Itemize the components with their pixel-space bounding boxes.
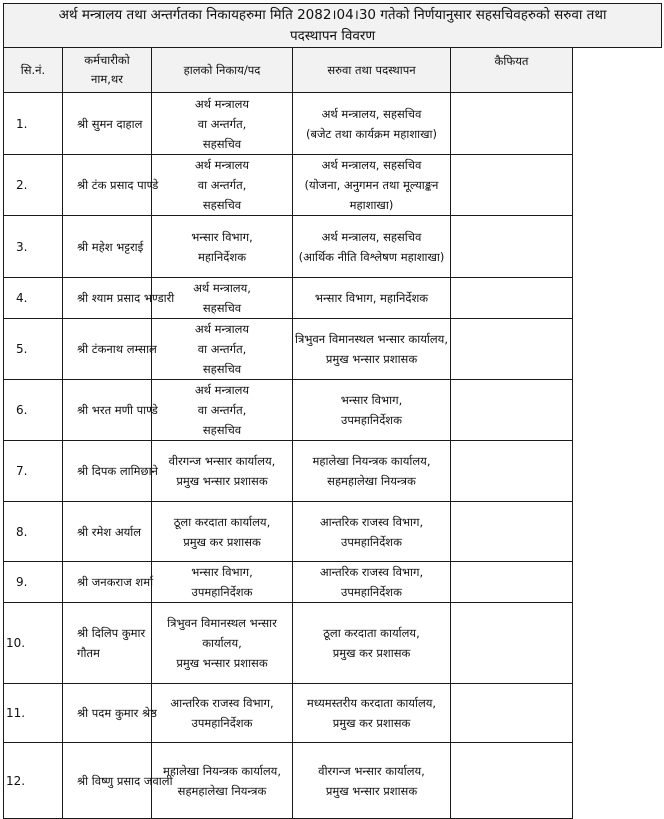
current-post-line: प्रमुख भन्सार प्रशासक [176, 656, 268, 670]
employee-name-line: श्री महेश भट्टराई [77, 239, 144, 254]
transfer-post-line: अर्थ मन्त्रालय, सहसचिव [321, 106, 422, 121]
transfer-post-line: महाशाखा) [349, 198, 394, 212]
transfer-post-line: मध्यमस्तरीय करदाता कार्यालय, [306, 696, 437, 710]
current-post-line: उपमहानिर्देशक [191, 716, 253, 730]
table-row [4, 380, 662, 441]
header-remarks: कैफियत [451, 48, 573, 93]
remarks-cell [451, 319, 573, 380]
employee-name-cell [63, 380, 158, 441]
serial-number-cell: 1. [4, 93, 63, 155]
transfer-post-cell [293, 216, 451, 278]
current-post-line: त्रिभुवन विमानस्थल भन्सार [167, 616, 277, 630]
header-name [63, 48, 152, 93]
transfer-post-line: प्रमुख कर प्रशासक [332, 716, 411, 730]
transfer-post-cell [293, 603, 451, 684]
table-row [4, 441, 662, 502]
current-post-line: सहसचिव [202, 136, 242, 151]
employee-name-line: गौतम [77, 646, 100, 660]
current-post-line: कार्यालय, [202, 636, 242, 650]
current-post-line: वा अन्तर्गत, [197, 403, 247, 417]
employee-name-line: श्री रमेश अर्याल [77, 524, 142, 539]
employee-name-cell [63, 216, 152, 278]
table-row [4, 319, 662, 380]
transfer-post-line: अर्थ मन्त्रालय, सहसचिव [321, 229, 422, 244]
employee-name-cell [63, 562, 152, 603]
current-post-line: वीरगन्ज भन्सार कार्यालय, [168, 454, 276, 468]
table-row [4, 603, 662, 684]
current-post-cell [152, 319, 293, 380]
remarks-cell [451, 278, 573, 319]
transfer-post-cell [293, 93, 451, 155]
transfer-post-line: (बजेट तथा कार्यक्रम महाशाखा) [305, 126, 438, 141]
transfer-post-cell [293, 380, 451, 441]
table-row [4, 684, 662, 743]
transfer-post-line: प्रमुख भन्सार प्रशासक [325, 352, 418, 366]
employee-name-cell [63, 603, 152, 684]
current-post-line: सहसचिव [202, 423, 242, 437]
employee-name-line: श्री दिपक लामिछाने [77, 464, 158, 478]
serial-number-cell: 9. [4, 562, 63, 603]
employee-name-line: श्री श्याम प्रसाद भण्डारी [77, 291, 175, 305]
remarks-cell [451, 216, 573, 278]
current-post-cell [152, 380, 293, 441]
transfer-post-line: आन्तरिक राजस्व विभाग, [319, 565, 424, 579]
table-row [4, 562, 662, 603]
current-post-line: उपमहानिर्देशक [191, 585, 253, 599]
current-post-line: वा अन्तर्गत, [197, 116, 247, 131]
current-post-cell [152, 603, 293, 684]
current-post-line: अर्थ मन्त्रालय [194, 322, 250, 336]
serial-number-cell: 10. [4, 603, 63, 684]
employee-name-cell [63, 441, 158, 502]
transfer-post-cell [293, 155, 451, 216]
transfer-post-line: वीरगन्ज भन्सार कार्यालय, [318, 763, 425, 778]
table-row [4, 743, 662, 819]
remarks-cell [451, 441, 573, 502]
current-post-line: सहमहालेखा नियन्त्रक [177, 783, 267, 798]
current-post-cell [152, 441, 293, 502]
employee-name-cell [63, 743, 173, 819]
serial-number-cell: 11. [4, 684, 63, 743]
transfer-post-cell [293, 278, 451, 319]
current-post-line: प्रमुख कर प्रशासक [183, 534, 261, 549]
transfer-post-cell [293, 562, 451, 603]
current-post-line: प्रमुख भन्सार प्रशासक [176, 474, 268, 488]
current-post-cell [152, 93, 293, 155]
transfer-post-line: आन्तरिक राजस्व विभाग, [319, 514, 424, 529]
table-row [4, 502, 662, 562]
employee-name-cell [63, 278, 175, 319]
transfer-table [3, 3, 662, 819]
transfer-post-line: अर्थ मन्त्रालय, सहसचिव [321, 158, 422, 172]
employee-name-line: श्री जनकराज शर्मा [77, 575, 154, 589]
current-post-line: वा अन्तर्गत, [197, 342, 247, 356]
header-sn: सि.नं. [4, 48, 63, 93]
serial-number-cell: 3. [4, 216, 63, 278]
serial-number-cell: 2. [4, 155, 63, 216]
current-post-line: अर्थ मन्त्रालय [194, 158, 250, 172]
remarks-cell [451, 93, 573, 155]
transfer-post-line: (आर्थिक नीति विश्लेषण महाशाखा) [298, 249, 445, 264]
employee-name-cell [63, 155, 159, 216]
transfer-post-line: त्रिभुवन विमानस्थल भन्सार कार्यालय, [295, 332, 448, 346]
table-row [4, 155, 662, 216]
transfer-post-cell [293, 743, 451, 819]
header-transfer: सरुवा तथा पदस्थापन [293, 48, 451, 93]
employee-name-line: श्री पदम कुमार श्रेष्ठ [77, 706, 157, 720]
employee-name-cell [63, 319, 157, 380]
remarks-cell [451, 603, 573, 684]
transfer-post-cell [293, 441, 451, 502]
serial-number-cell: 5. [4, 319, 63, 380]
transfer-post-line: उपमहानिर्देशक [341, 534, 402, 549]
serial-number-cell: 4. [4, 278, 63, 319]
current-post-cell [152, 155, 293, 216]
transfer-post-line: भन्सार विभाग, महानिर्देशक [314, 291, 429, 305]
current-post-line: ठूला करदाता कार्यालय, [173, 514, 271, 529]
transfer-post-line: ठूला करदाता कार्यालय, [323, 626, 420, 640]
title-line-2: पदस्थापन विवरण [289, 27, 376, 44]
current-post-line: अर्थ मन्त्रालय [194, 96, 250, 111]
current-post-cell [152, 684, 293, 743]
header-current-post: हालको निकाय/पद [152, 48, 293, 93]
employee-name-line: श्री दिलिप कुमार [77, 626, 146, 640]
current-post-line: सहसचिव [202, 198, 242, 212]
current-post-cell [152, 502, 293, 562]
header-name-line-2: नाम,थर [91, 72, 123, 86]
title-row [4, 4, 662, 48]
remarks-cell [451, 562, 573, 603]
current-post-line: भन्सार विभाग, [191, 229, 253, 244]
employee-name-cell [63, 502, 152, 562]
transfer-post-line: महालेखा नियन्त्रक कार्यालय, [312, 454, 431, 468]
remarks-cell [451, 380, 573, 441]
serial-number-cell: 6. [4, 380, 63, 441]
header-name-line-1: कर्मचारीको [84, 53, 130, 67]
document-title [4, 4, 662, 48]
employee-name-line: श्री भरत मणी पाण्डे [77, 403, 158, 417]
current-post-cell [152, 562, 293, 603]
transfer-post-line: प्रमुख कर प्रशासक [332, 646, 411, 660]
transfer-post-line: प्रमुख भन्सार प्रशासक [325, 783, 418, 798]
transfer-post-line: उपमहानिर्देशक [341, 585, 402, 599]
remarks-cell [451, 743, 573, 819]
table-row [4, 93, 662, 155]
current-post-line: सहसचिव [202, 362, 242, 376]
serial-number-cell: 7. [4, 441, 63, 502]
current-post-cell [152, 216, 293, 278]
transfer-post-line: उपमहानिर्देशक [341, 413, 402, 427]
current-post-line: महालेखा नियन्त्रक कार्यालय, [163, 763, 281, 778]
title-line-1: अर्थ मन्त्रालय तथा अन्तर्गतका निकायहरुमा मिति 2082।04।30 गतेको निर्णयानुसार सहसचिवहरुको सरुवा तथा [58, 6, 607, 23]
employee-name-line: श्री टंकनाथ लम्साल [77, 342, 157, 356]
current-post-line: भन्सार विभाग, [191, 565, 253, 579]
employee-name-cell [63, 684, 157, 743]
serial-number-cell: 12. [4, 743, 63, 819]
table-row [4, 278, 662, 319]
table-row [4, 216, 662, 278]
current-post-line: वा अन्तर्गत, [197, 178, 247, 192]
employee-name-line: श्री सुमन दाहाल [77, 116, 143, 131]
remarks-cell [451, 502, 573, 562]
header-row [4, 48, 662, 93]
table-body [4, 93, 662, 819]
remarks-cell [451, 684, 573, 743]
transfer-post-cell [293, 502, 451, 562]
employee-name-cell [63, 93, 152, 155]
transfer-post-cell [293, 319, 451, 380]
current-post-line: अर्थ मन्त्रालय, [193, 281, 251, 295]
transfer-post-line: सहमहालेखा नियन्त्रक [327, 474, 416, 488]
serial-number-cell: 8. [4, 502, 63, 562]
transfer-post-line: भन्सार विभाग, [340, 393, 403, 407]
employee-name-line: श्री टंक प्रसाद पाण्डे [77, 178, 159, 192]
current-post-line: अर्थ मन्त्रालय [194, 383, 250, 397]
current-post-line: आन्तरिक राजस्व विभाग, [170, 696, 274, 710]
current-post-line: महानिर्देशक [197, 249, 247, 264]
employee-name-line: श्री विष्णु प्रसाद जवाली [77, 773, 173, 788]
transfer-post-cell [293, 684, 451, 743]
current-post-line: सहसचिव [202, 301, 242, 315]
transfer-post-line: (योजना, अनुगमन तथा मूल्याङ्कन [304, 178, 439, 192]
remarks-cell [451, 155, 573, 216]
